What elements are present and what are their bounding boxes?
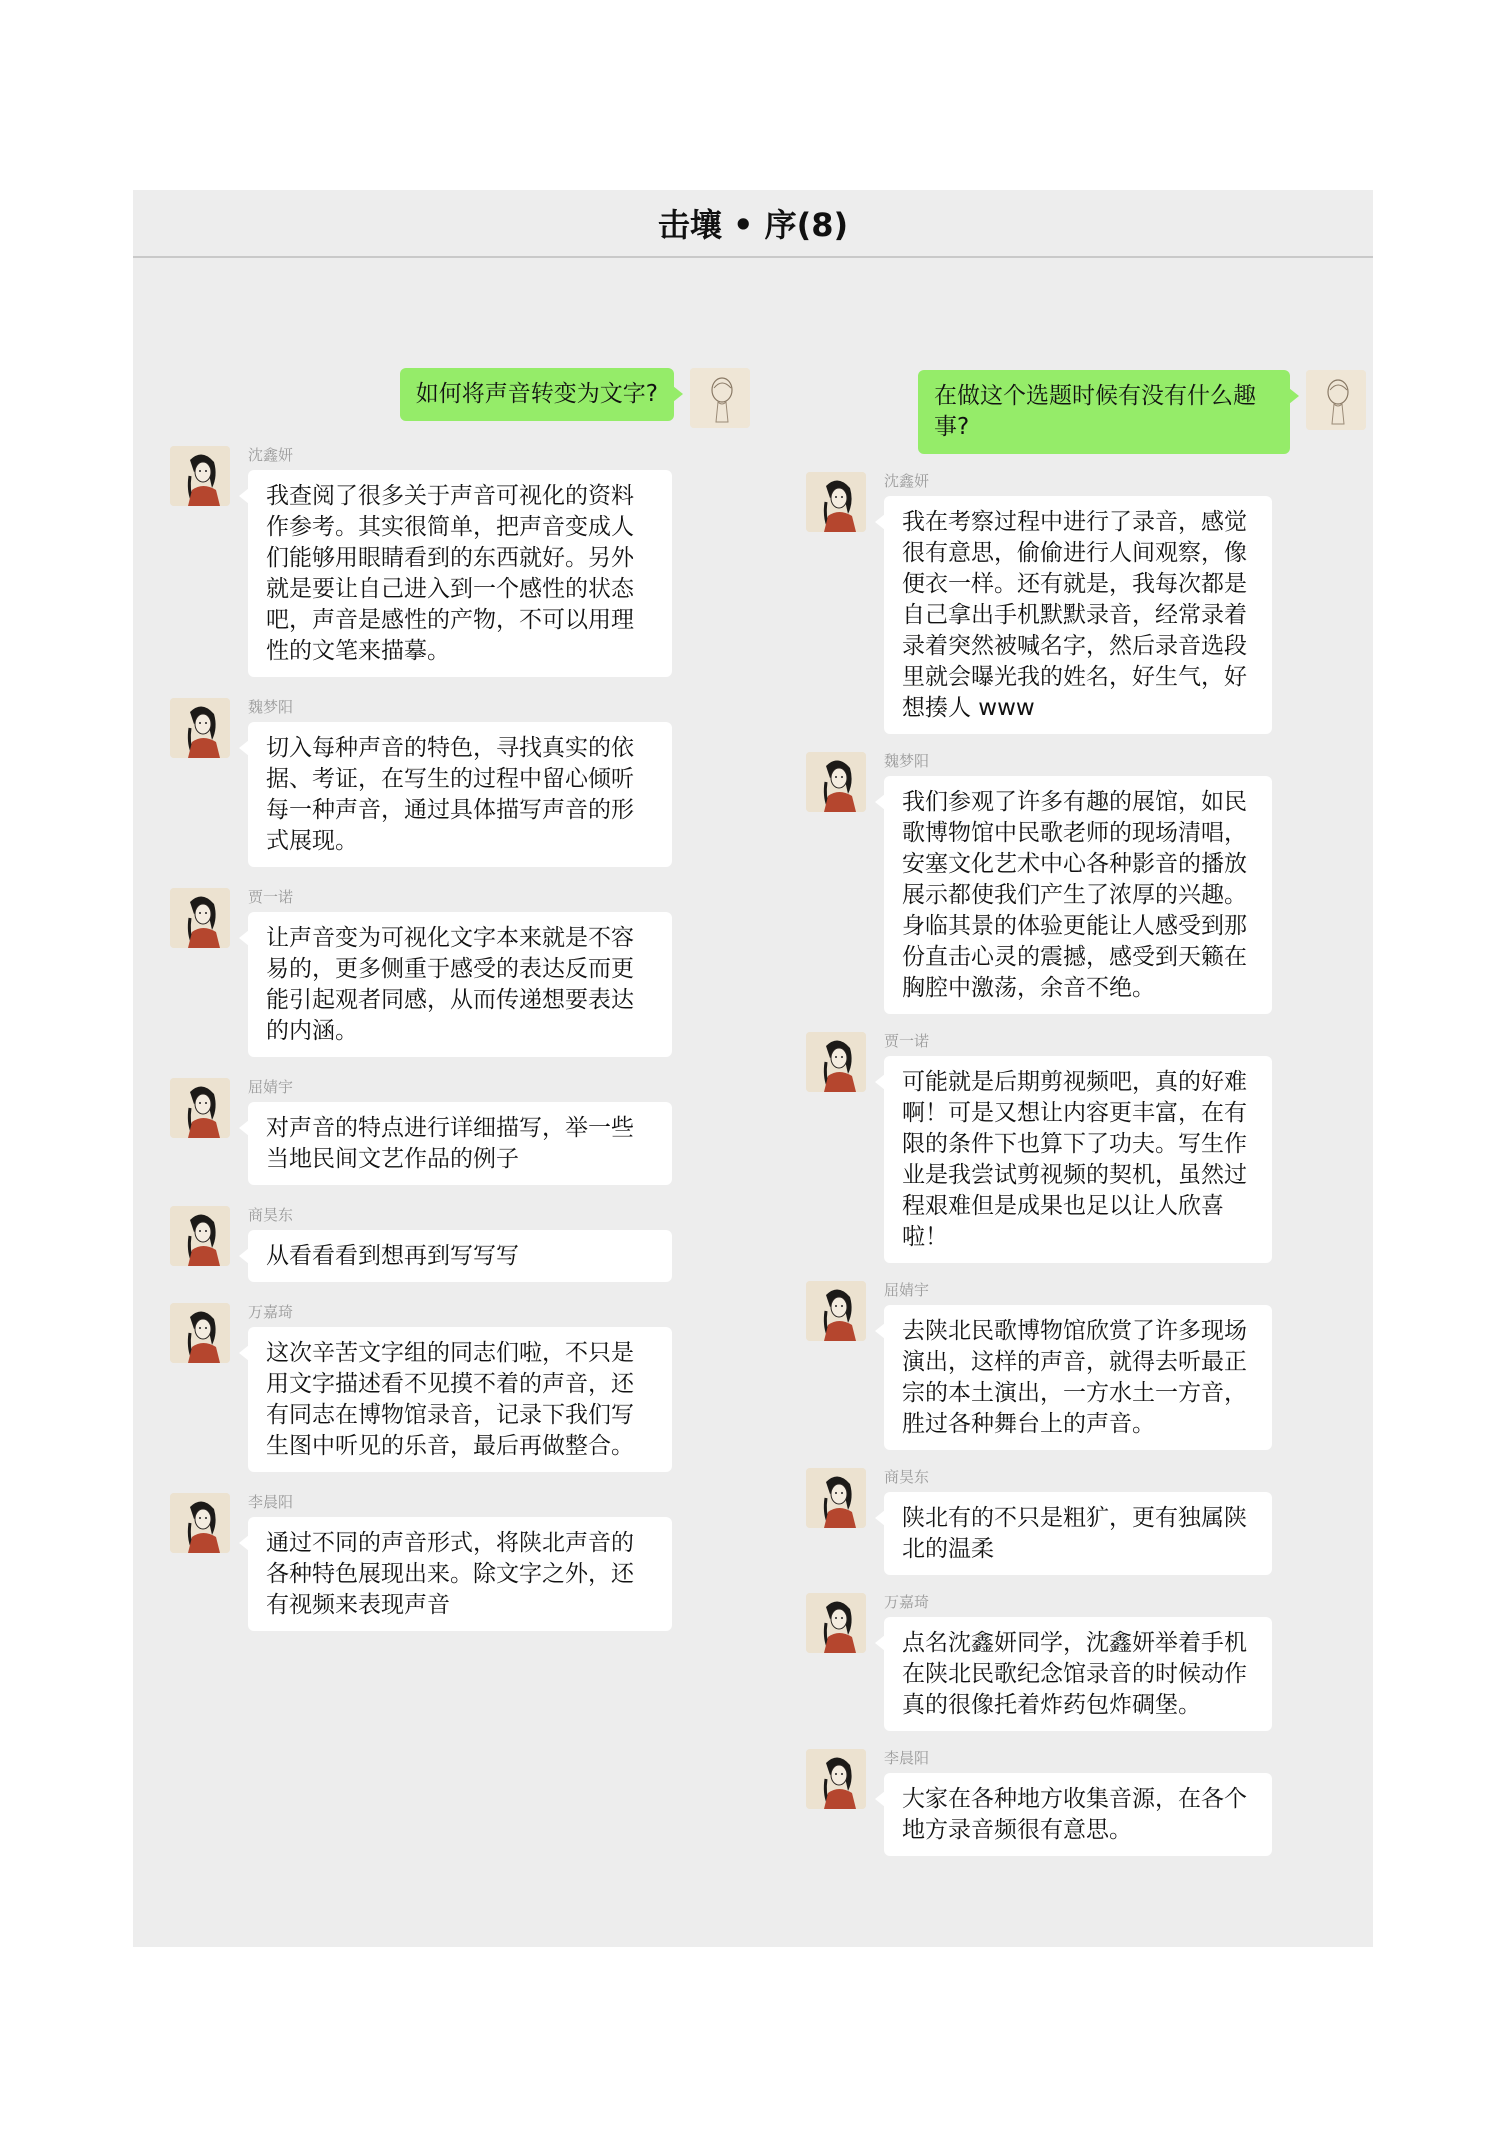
chat-message <box>170 698 750 867</box>
self-avatar[interactable] <box>690 368 750 428</box>
avatar[interactable] <box>170 446 230 506</box>
message-bubble[interactable]: 让声音变为可视化文字本来就是不容易的，更多侧重于感受的表达反而更能引起观者同感，从而传递想要表达的内涵。 <box>248 912 672 1057</box>
question-bubble[interactable]: 如何将声音转变为文字? <box>400 368 674 421</box>
avatar[interactable] <box>170 1303 230 1363</box>
self-question-message <box>806 370 1366 454</box>
sender-name: 商昊东 <box>884 1468 930 1486</box>
question-bubble[interactable]: 在做这个选题时候有没有什么趣事? <box>918 370 1290 454</box>
chat-message <box>170 1493 750 1631</box>
sender-name: 魏梦阳 <box>884 752 930 770</box>
sender-name: 屈婧宇 <box>884 1281 930 1299</box>
sender-name: 万嘉琦 <box>884 1593 930 1611</box>
chat-message <box>170 888 750 1057</box>
sender-name: 李晨阳 <box>248 1493 294 1511</box>
avatar[interactable] <box>806 752 866 812</box>
left-thread <box>170 368 750 1652</box>
avatar[interactable] <box>806 1468 866 1528</box>
avatar[interactable] <box>170 698 230 758</box>
sender-name: 李晨阳 <box>884 1749 930 1767</box>
message-bubble[interactable]: 对声音的特点进行详细描写，举一些当地民间文艺作品的例子 <box>248 1102 672 1185</box>
message-bubble[interactable]: 点名沈鑫妍同学，沈鑫妍举着手机在陕北民歌纪念馆录音的时候动作真的很像托着炸药包炸碉堡。 <box>884 1617 1272 1731</box>
chat-message <box>806 1468 1366 1575</box>
chat-message <box>806 752 1366 1014</box>
message-bubble[interactable]: 去陕北民歌博物馆欣赏了许多现场演出，这样的声音，就得去听最正宗的本土演出，一方水土一方音，胜过各种舞台上的声音。 <box>884 1305 1272 1450</box>
avatar[interactable] <box>806 1281 866 1341</box>
sender-name: 贾一诺 <box>248 888 294 906</box>
message-bubble[interactable]: 大家在各种地方收集音源，在各个地方录音频很有意思。 <box>884 1773 1272 1856</box>
chat-title-bar <box>133 190 1373 258</box>
avatar[interactable] <box>806 1032 866 1092</box>
avatar[interactable] <box>806 1593 866 1653</box>
chat-message <box>170 1206 750 1282</box>
chat-message <box>806 1749 1366 1856</box>
chat-message <box>806 472 1366 734</box>
sender-name: 贾一诺 <box>884 1032 930 1050</box>
avatar[interactable] <box>170 888 230 948</box>
chat-message <box>170 446 750 677</box>
message-bubble[interactable]: 这次辛苦文字组的同志们啦，不只是用文字描述看不见摸不着的声音，还有同志在博物馆录音，记录下我们写生图中听见的乐音，最后再做整合。 <box>248 1327 672 1472</box>
sender-name: 屈婧宇 <box>248 1078 294 1096</box>
self-avatar[interactable] <box>1306 370 1366 430</box>
message-bubble[interactable]: 切入每种声音的特色，寻找真实的依据、考证，在写生的过程中留心倾听每一种声音，通过具体描写声音的形式展现。 <box>248 722 672 867</box>
chat-message <box>170 1303 750 1472</box>
chat-message <box>806 1593 1366 1731</box>
chat-window <box>133 190 1373 1947</box>
avatar[interactable] <box>170 1493 230 1553</box>
sender-name: 魏梦阳 <box>248 698 294 716</box>
chat-message <box>170 1078 750 1185</box>
message-bubble[interactable]: 我们参观了许多有趣的展馆，如民歌博物馆中民歌老师的现场清唱，安塞文化艺术中心各种影音的播放展示都使我们产生了浓厚的兴趣。身临其景的体验更能让人感受到那份直击心灵的震撼，感受到天籁在胸腔中激荡，余音不绝。 <box>884 776 1272 1014</box>
chat-message <box>806 1032 1366 1263</box>
right-thread <box>806 370 1366 1874</box>
message-bubble[interactable]: 从看看看到想再到写写写 <box>248 1230 672 1282</box>
message-bubble[interactable]: 可能就是后期剪视频吧，真的好难啊！可是又想让内容更丰富，在有限的条件下也算下了功夫。写生作业是我尝试剪视频的契机，虽然过程艰难但是成果也足以让人欣喜啦！ <box>884 1056 1272 1263</box>
sender-name: 商昊东 <box>248 1206 294 1224</box>
avatar[interactable] <box>806 1749 866 1809</box>
chat-title: 击壤 • 序(8) <box>657 206 849 244</box>
sender-name: 沈鑫妍 <box>884 472 930 490</box>
chat-message <box>806 1281 1366 1450</box>
avatar[interactable] <box>806 472 866 532</box>
message-bubble[interactable]: 我在考察过程中进行了录音，感觉很有意思，偷偷进行人间观察，像便衣一样。还有就是，我每次都是自己拿出手机默默录音，经常录着录着突然被喊名字，然后录音选段里就会曝光我的姓名，好生气，好想揍人 www <box>884 496 1272 734</box>
message-bubble[interactable]: 陕北有的不只是粗犷，更有独属陕北的温柔 <box>884 1492 1272 1575</box>
message-bubble[interactable]: 我查阅了很多关于声音可视化的资料作参考。其实很简单，把声音变成人们能够用眼睛看到的东西就好。另外就是要让自己进入到一个感性的状态吧，声音是感性的产物，不可以用理性的文笔来描摹。 <box>248 470 672 677</box>
self-question-message <box>170 368 750 428</box>
avatar[interactable] <box>170 1078 230 1138</box>
sender-name: 万嘉琦 <box>248 1303 294 1321</box>
avatar[interactable] <box>170 1206 230 1266</box>
message-bubble[interactable]: 通过不同的声音形式，将陕北声音的各种特色展现出来。除文字之外，还有视频来表现声音 <box>248 1517 672 1631</box>
sender-name: 沈鑫妍 <box>248 446 294 464</box>
